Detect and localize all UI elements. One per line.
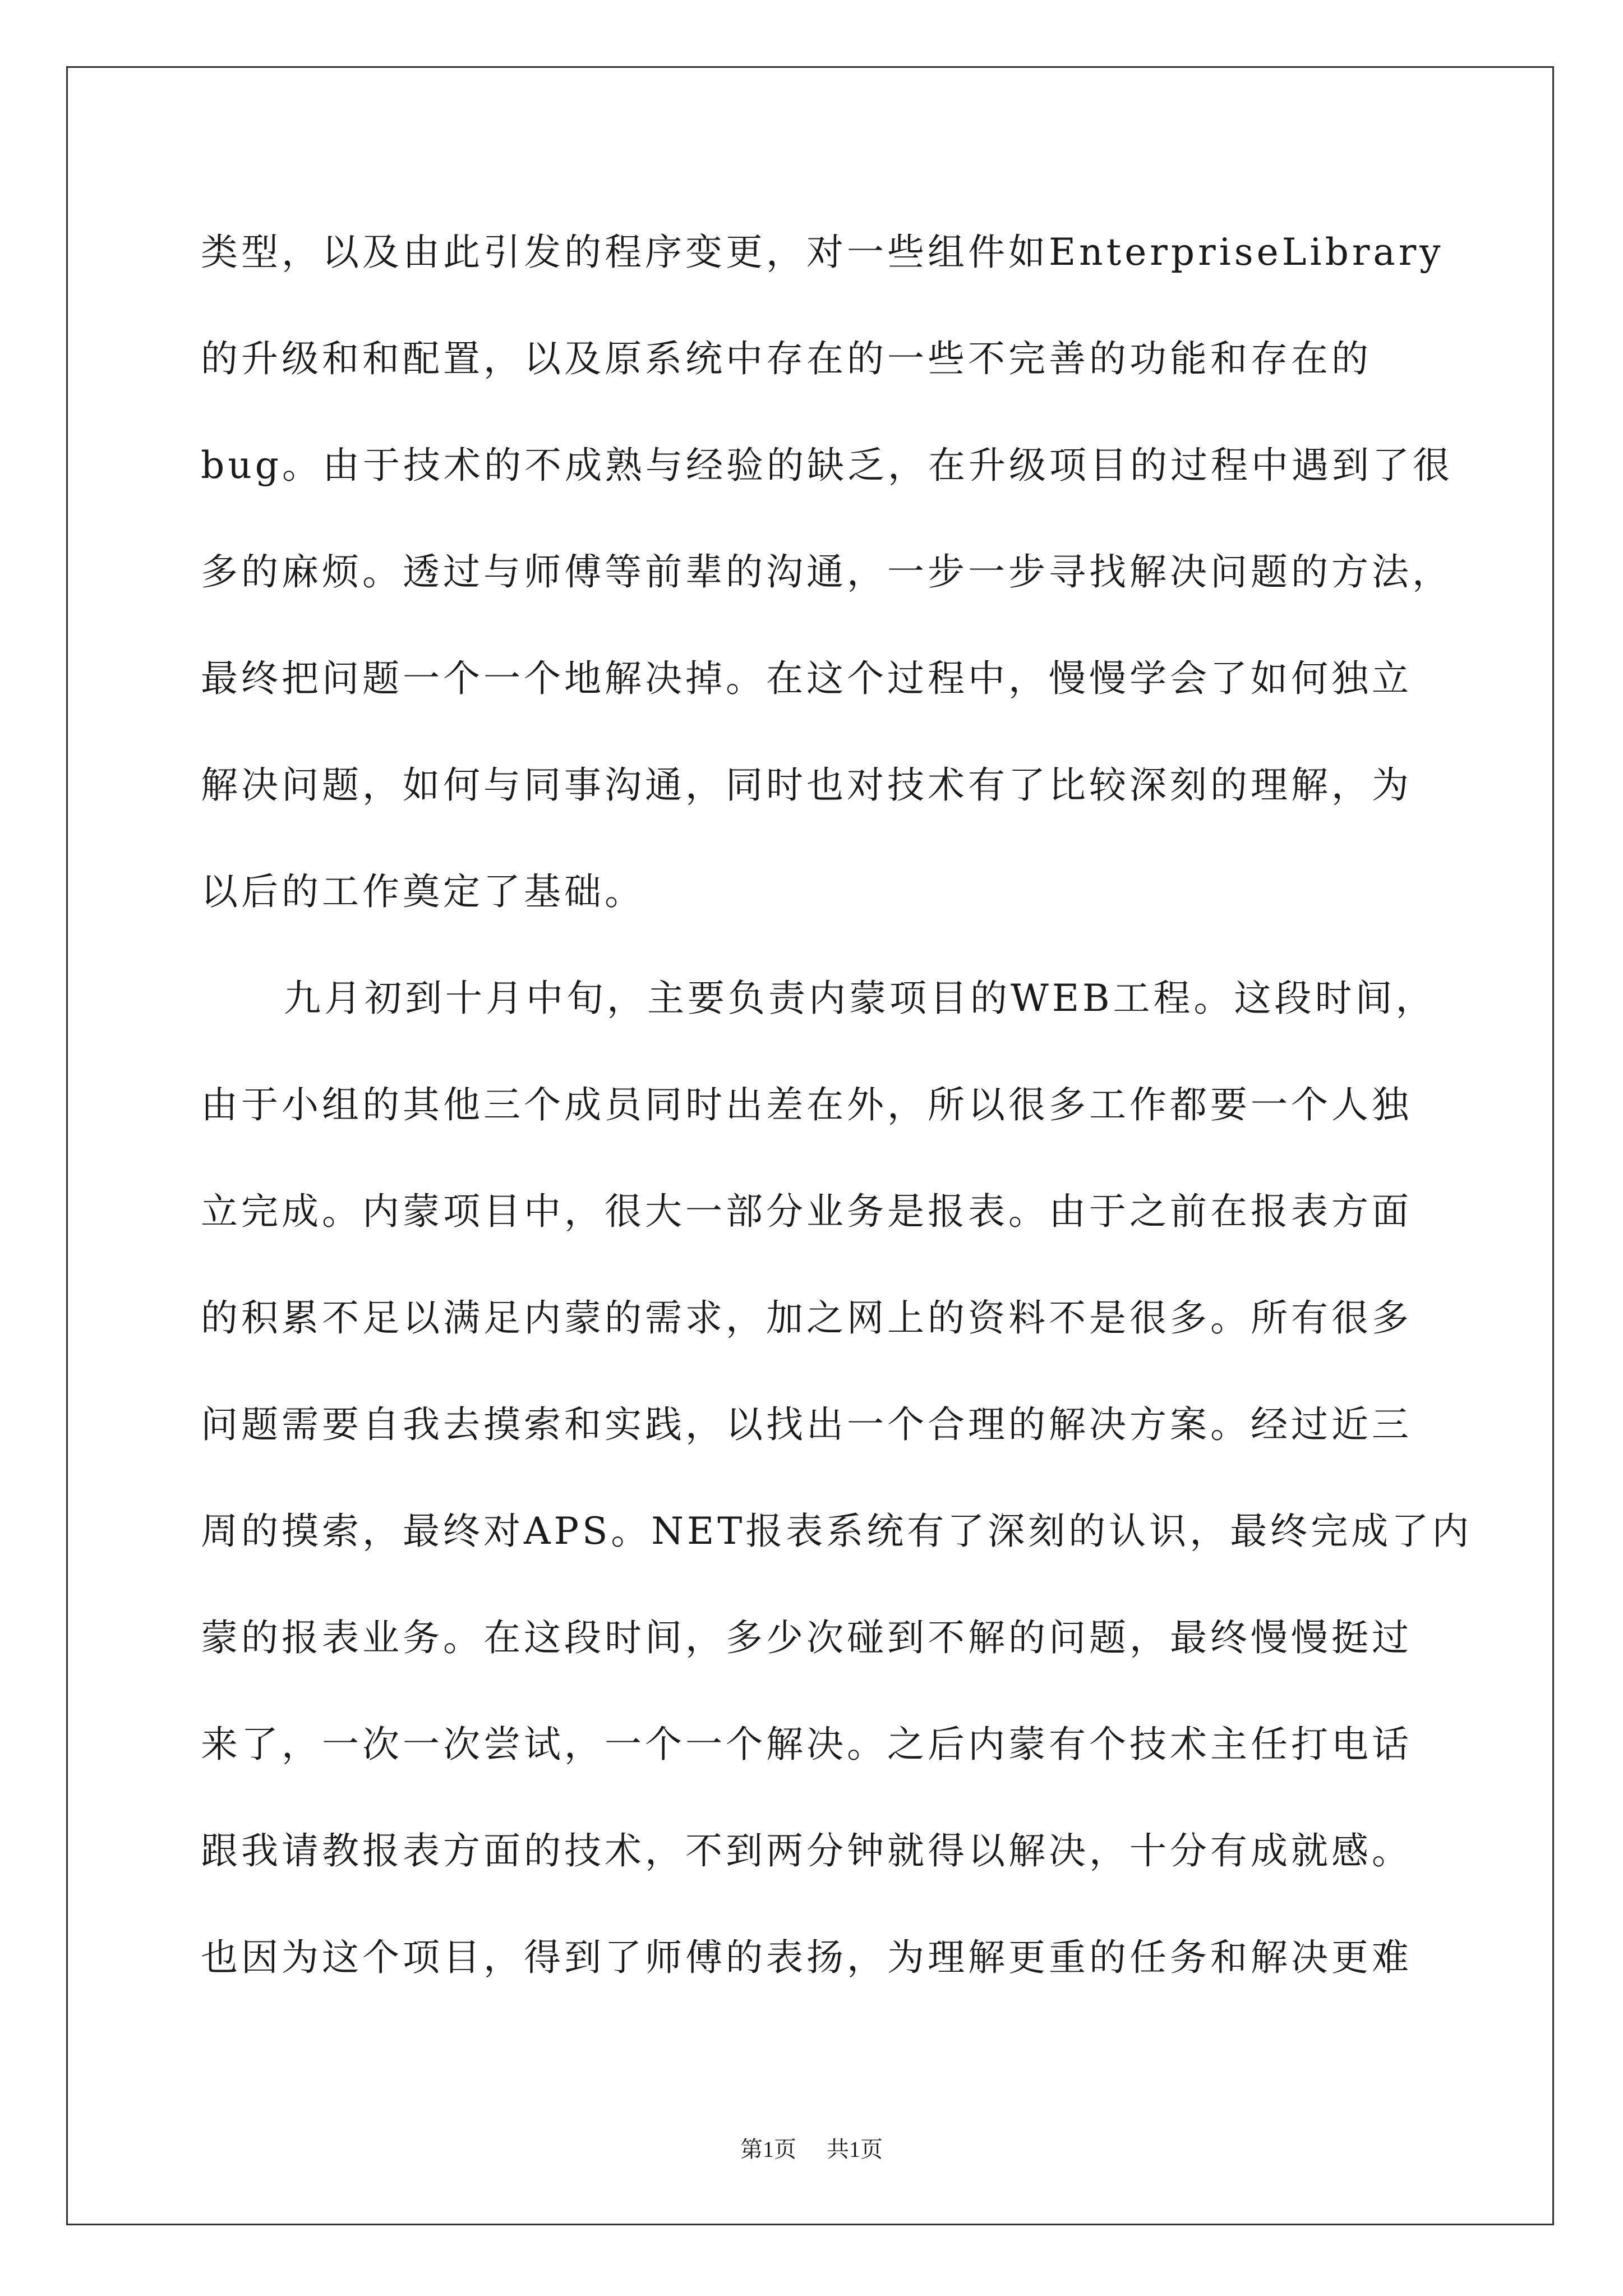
text-line: 的积累不足以满足内蒙的需求，加之网上的资料不是很多。所有很多 [201, 1296, 1412, 1340]
paragraph-start-line: 九月初到十月中旬，主要负责内蒙项目的WEB工程。这段时间， [284, 977, 1436, 1020]
text-line: 以后的工作奠定了基础。 [201, 870, 645, 913]
text-line: 问题需要自我去摸索和实践，以找出一个合理的解决方案。经过近三 [201, 1403, 1412, 1446]
page-number: 第1页 [740, 2137, 796, 2162]
text-line: 类型，以及由此引发的程序变更，对一些组件如EnterpriseLibrary [201, 231, 1444, 274]
text-line: 的升级和和配置，以及原系统中存在的一些不完善的功能和存在的 [201, 337, 1372, 380]
text-line: 由于小组的其他三个成员同时出差在外，所以很多工作都要一个人独 [201, 1083, 1412, 1126]
text-line: bug。由于技术的不成熟与经验的缺乏，在升级项目的过程中遇到了很 [201, 444, 1454, 487]
page-total: 共1页 [827, 2137, 883, 2162]
text-line: 最终把问题一个一个地解决掉。在这个过程中，慢慢学会了如何独立 [201, 657, 1412, 700]
text-line: 立完成。内蒙项目中，很大一部分业务是报表。由于之前在报表方面 [201, 1190, 1412, 1233]
text-line: 也因为这个项目，得到了师傅的表扬，为理解更重的任务和解决更难 [201, 1936, 1412, 1979]
text-line: 周的摸索，最终对APS。NET报表系统有了深刻的认识，最终完成了内 [201, 1510, 1473, 1553]
page-footer [0, 2132, 1623, 2164]
text-line: 跟我请教报表方面的技术，不到两分钟就得以解决，十分有成就感。 [201, 1829, 1412, 1872]
text-line: 解决问题，如何与同事沟通，同时也对技术有了比较深刻的理解，为 [201, 763, 1412, 807]
text-line: 蒙的报表业务。在这段时间，多少次碰到不解的问题，最终慢慢挺过 [201, 1616, 1412, 1659]
text-line: 来了，一次一次尝试，一个一个解决。之后内蒙有个技术主任打电话 [201, 1723, 1412, 1766]
text-line: 多的麻烦。透过与师傅等前辈的沟通，一步一步寻找解决问题的方法， [201, 550, 1453, 593]
document-body [201, 227, 1473, 2039]
